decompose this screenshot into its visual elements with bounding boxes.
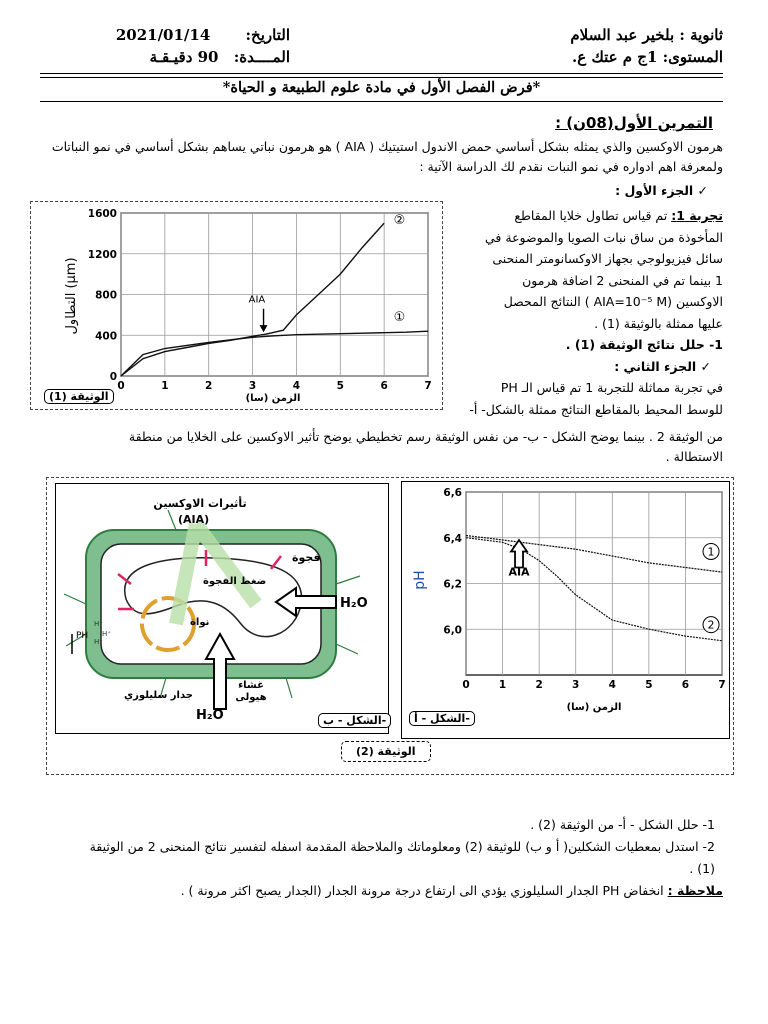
series-line-1 bbox=[121, 331, 428, 376]
experiment1-line: المأخوذة من ساق نبات الصويا والموضوعة في bbox=[485, 229, 723, 245]
x-tick-label: 6 bbox=[681, 679, 690, 691]
x-tick-label: 5 bbox=[336, 380, 344, 392]
figure-a-chart bbox=[402, 482, 727, 736]
vacuole-label: فجوة bbox=[292, 551, 321, 564]
water-bottom-label: H₂O bbox=[196, 708, 224, 723]
experiment1-line: عليها ممثلة بالوثيقة (1) . bbox=[594, 315, 723, 331]
part2-line: من الوثيقة 2 . بينما يوضح الشكل - ب- من نفس الوثيقة رسم تخطيطي يوضح تأثير الاوكسين على الخلايا من منطقة bbox=[128, 429, 723, 444]
question-1: 1- حلل نتائج الوثيقة (1) . bbox=[565, 337, 723, 352]
x-tick-label: 3 bbox=[572, 679, 580, 691]
date-value: 2021/01/14 bbox=[115, 26, 211, 44]
x-tick-label: 4 bbox=[292, 380, 301, 392]
duration-row bbox=[50, 48, 290, 66]
y-axis-label: التطاول (μm) bbox=[64, 257, 79, 335]
exam-title: *فرض الفصل الأول في مادة علوم الطبيعة و الحياة* bbox=[222, 79, 541, 96]
aia-arrow-head bbox=[260, 325, 268, 332]
x-tick-label: 1 bbox=[161, 380, 169, 392]
y-tick-label: 400 bbox=[95, 330, 117, 343]
question-2-2: 2- استدل بمعطيات الشكلين( أ و ب) للوثيقة (2) ومعلوماتك والملاحظة المقدمة اسفله لتفسير نتائج المنحنى 2 من الوثيقة bbox=[89, 839, 715, 854]
x-tick-label: 0 bbox=[462, 679, 470, 691]
x-tick-label: 7 bbox=[718, 679, 726, 691]
cell-wall-label: جدار سليلوزي bbox=[124, 690, 193, 701]
svg-text:H⁺: H⁺ bbox=[102, 630, 111, 638]
date-row bbox=[50, 26, 290, 44]
part2-line: في تجربة مماثلة للتجربة 1 تم قياس الـ PH bbox=[500, 380, 723, 395]
duration-label: المــــدة: bbox=[233, 48, 290, 66]
part2-line: الاستطالة . bbox=[665, 449, 723, 464]
x-tick-label: 3 bbox=[248, 380, 257, 392]
document-2-label bbox=[341, 741, 431, 762]
svg-text:H⁺: H⁺ bbox=[94, 620, 103, 628]
date-label: التاريخ: bbox=[245, 26, 290, 44]
water-right-label: H₂O bbox=[340, 596, 368, 611]
figure-b-label: الشكل - ب- bbox=[318, 713, 391, 728]
exercise-title: التمرين الأول(08ن) : bbox=[555, 114, 713, 132]
part2-continuation bbox=[38, 427, 723, 467]
document-2-label-text: الوثيقة (2) bbox=[356, 745, 416, 758]
aia-annotation: AIA bbox=[248, 294, 266, 306]
part1-title: ✓ الجزء الأول : bbox=[615, 183, 708, 198]
aia-label: (AIA) bbox=[178, 513, 210, 526]
experiment1-line bbox=[451, 205, 723, 227]
x-tick-label: 7 bbox=[424, 380, 432, 392]
y-tick-label: 6,0 bbox=[443, 624, 462, 637]
document-1-chart bbox=[33, 204, 439, 406]
x-tick-label: 2 bbox=[535, 679, 543, 691]
y-tick-label: 1200 bbox=[87, 248, 117, 261]
x-tick-label: 5 bbox=[645, 679, 653, 691]
curve-2-label: ② bbox=[393, 213, 406, 229]
y-tick-label: 1600 bbox=[87, 208, 117, 220]
level: المستوى: 1ج م عتك ع. bbox=[572, 48, 723, 66]
document-1-label: الوثيقة (1) bbox=[44, 389, 114, 404]
auxin-effects-label: تأثيرات الاوكسين bbox=[153, 497, 247, 510]
series-line-1 bbox=[466, 536, 722, 573]
note-row bbox=[33, 880, 723, 902]
experiment1-line: 1 بينما تم في المنحنى 2 اضافة هرمون bbox=[522, 272, 723, 288]
curve-1-label: ① bbox=[393, 309, 406, 325]
experiment1-line: سائل فيزيولوجي بجهاز الاوكسانومتر المنحنى bbox=[492, 251, 723, 266]
curve-2-label: 2 bbox=[707, 618, 715, 632]
header-rule-top bbox=[40, 73, 723, 74]
questions-block bbox=[33, 814, 723, 902]
y-tick-label: 0 bbox=[109, 371, 117, 383]
header-rule-bottom bbox=[40, 101, 723, 102]
y-tick-label: 6,2 bbox=[443, 578, 462, 591]
note-text: انخفاض PH الجدار السليلوزي يؤدي الى ارتفاع درجة مرونة الجدار (الجدار يصبح اكثر مرونة ) . bbox=[180, 883, 664, 898]
experiment1-block bbox=[451, 205, 723, 420]
x-tick-label: 0 bbox=[117, 380, 125, 392]
part2-title: ✓ الجزء الثاني : bbox=[614, 358, 711, 374]
x-tick-label: 1 bbox=[498, 679, 507, 691]
x-tick-label: 4 bbox=[608, 679, 616, 691]
x-axis-label: الزمن (سا) bbox=[245, 393, 301, 404]
aia-annotation: AIA bbox=[508, 565, 530, 579]
membrane-label: غشاء هيولى bbox=[235, 680, 267, 703]
header-rule-2 bbox=[40, 77, 723, 78]
x-tick-label: 6 bbox=[380, 380, 388, 392]
figure-a-label: الشكل - أ- bbox=[409, 711, 475, 726]
figure-b-diagram bbox=[56, 484, 386, 731]
svg-text:H⁺: H⁺ bbox=[94, 638, 103, 646]
aia-arrow bbox=[511, 540, 527, 567]
school-name: ثانوية : بلخير عبد السلام bbox=[570, 26, 723, 44]
question-2-2-end: (1) . bbox=[689, 861, 715, 876]
part2-line: للوسط المحيط بالمقاطع النتائج ممثلة بالشكل- أ- bbox=[469, 401, 723, 417]
experiment1-label: تجربة 1: bbox=[671, 208, 723, 223]
y-tick-label: 800 bbox=[95, 289, 117, 302]
nucleus-label: نواة bbox=[190, 617, 210, 628]
x-tick-label: 2 bbox=[205, 380, 213, 392]
experiment1-text: تم قياس تطاول خلايا المقاطع bbox=[514, 208, 668, 223]
question-2-1: 1- حلل الشكل - أ- من الوثيقة (2) . bbox=[530, 817, 715, 832]
curve-1-label: 1 bbox=[707, 545, 715, 559]
y-tick-label: 6,6 bbox=[443, 487, 462, 499]
ph-mark-label: PH bbox=[76, 631, 89, 641]
duration-value: 90 دقيـقـة bbox=[149, 48, 219, 66]
y-axis-label: pH bbox=[412, 570, 428, 590]
y-tick-label: 6,4 bbox=[443, 532, 462, 545]
exercise-intro: هرمون الاوكسين والذي يمثله بشكل أساسي حمض الاندول استيتيك ( AIA ) هو هرمون نباتي يساهم بشكل أساسي في نمو النباتات ولمعرفة اهم ادواره في نمو النبات نقدم لك الدراسة الآتية : bbox=[51, 139, 723, 174]
vacuole-pressure-label: ضغط الفجوة bbox=[203, 576, 267, 587]
note-label: ملاحظة : bbox=[667, 883, 723, 898]
x-axis-label: الزمن (سا) bbox=[566, 702, 622, 713]
experiment1-line: الاوكسين (AIA=10⁻⁵ M ) النتائج المحصل bbox=[503, 294, 723, 309]
